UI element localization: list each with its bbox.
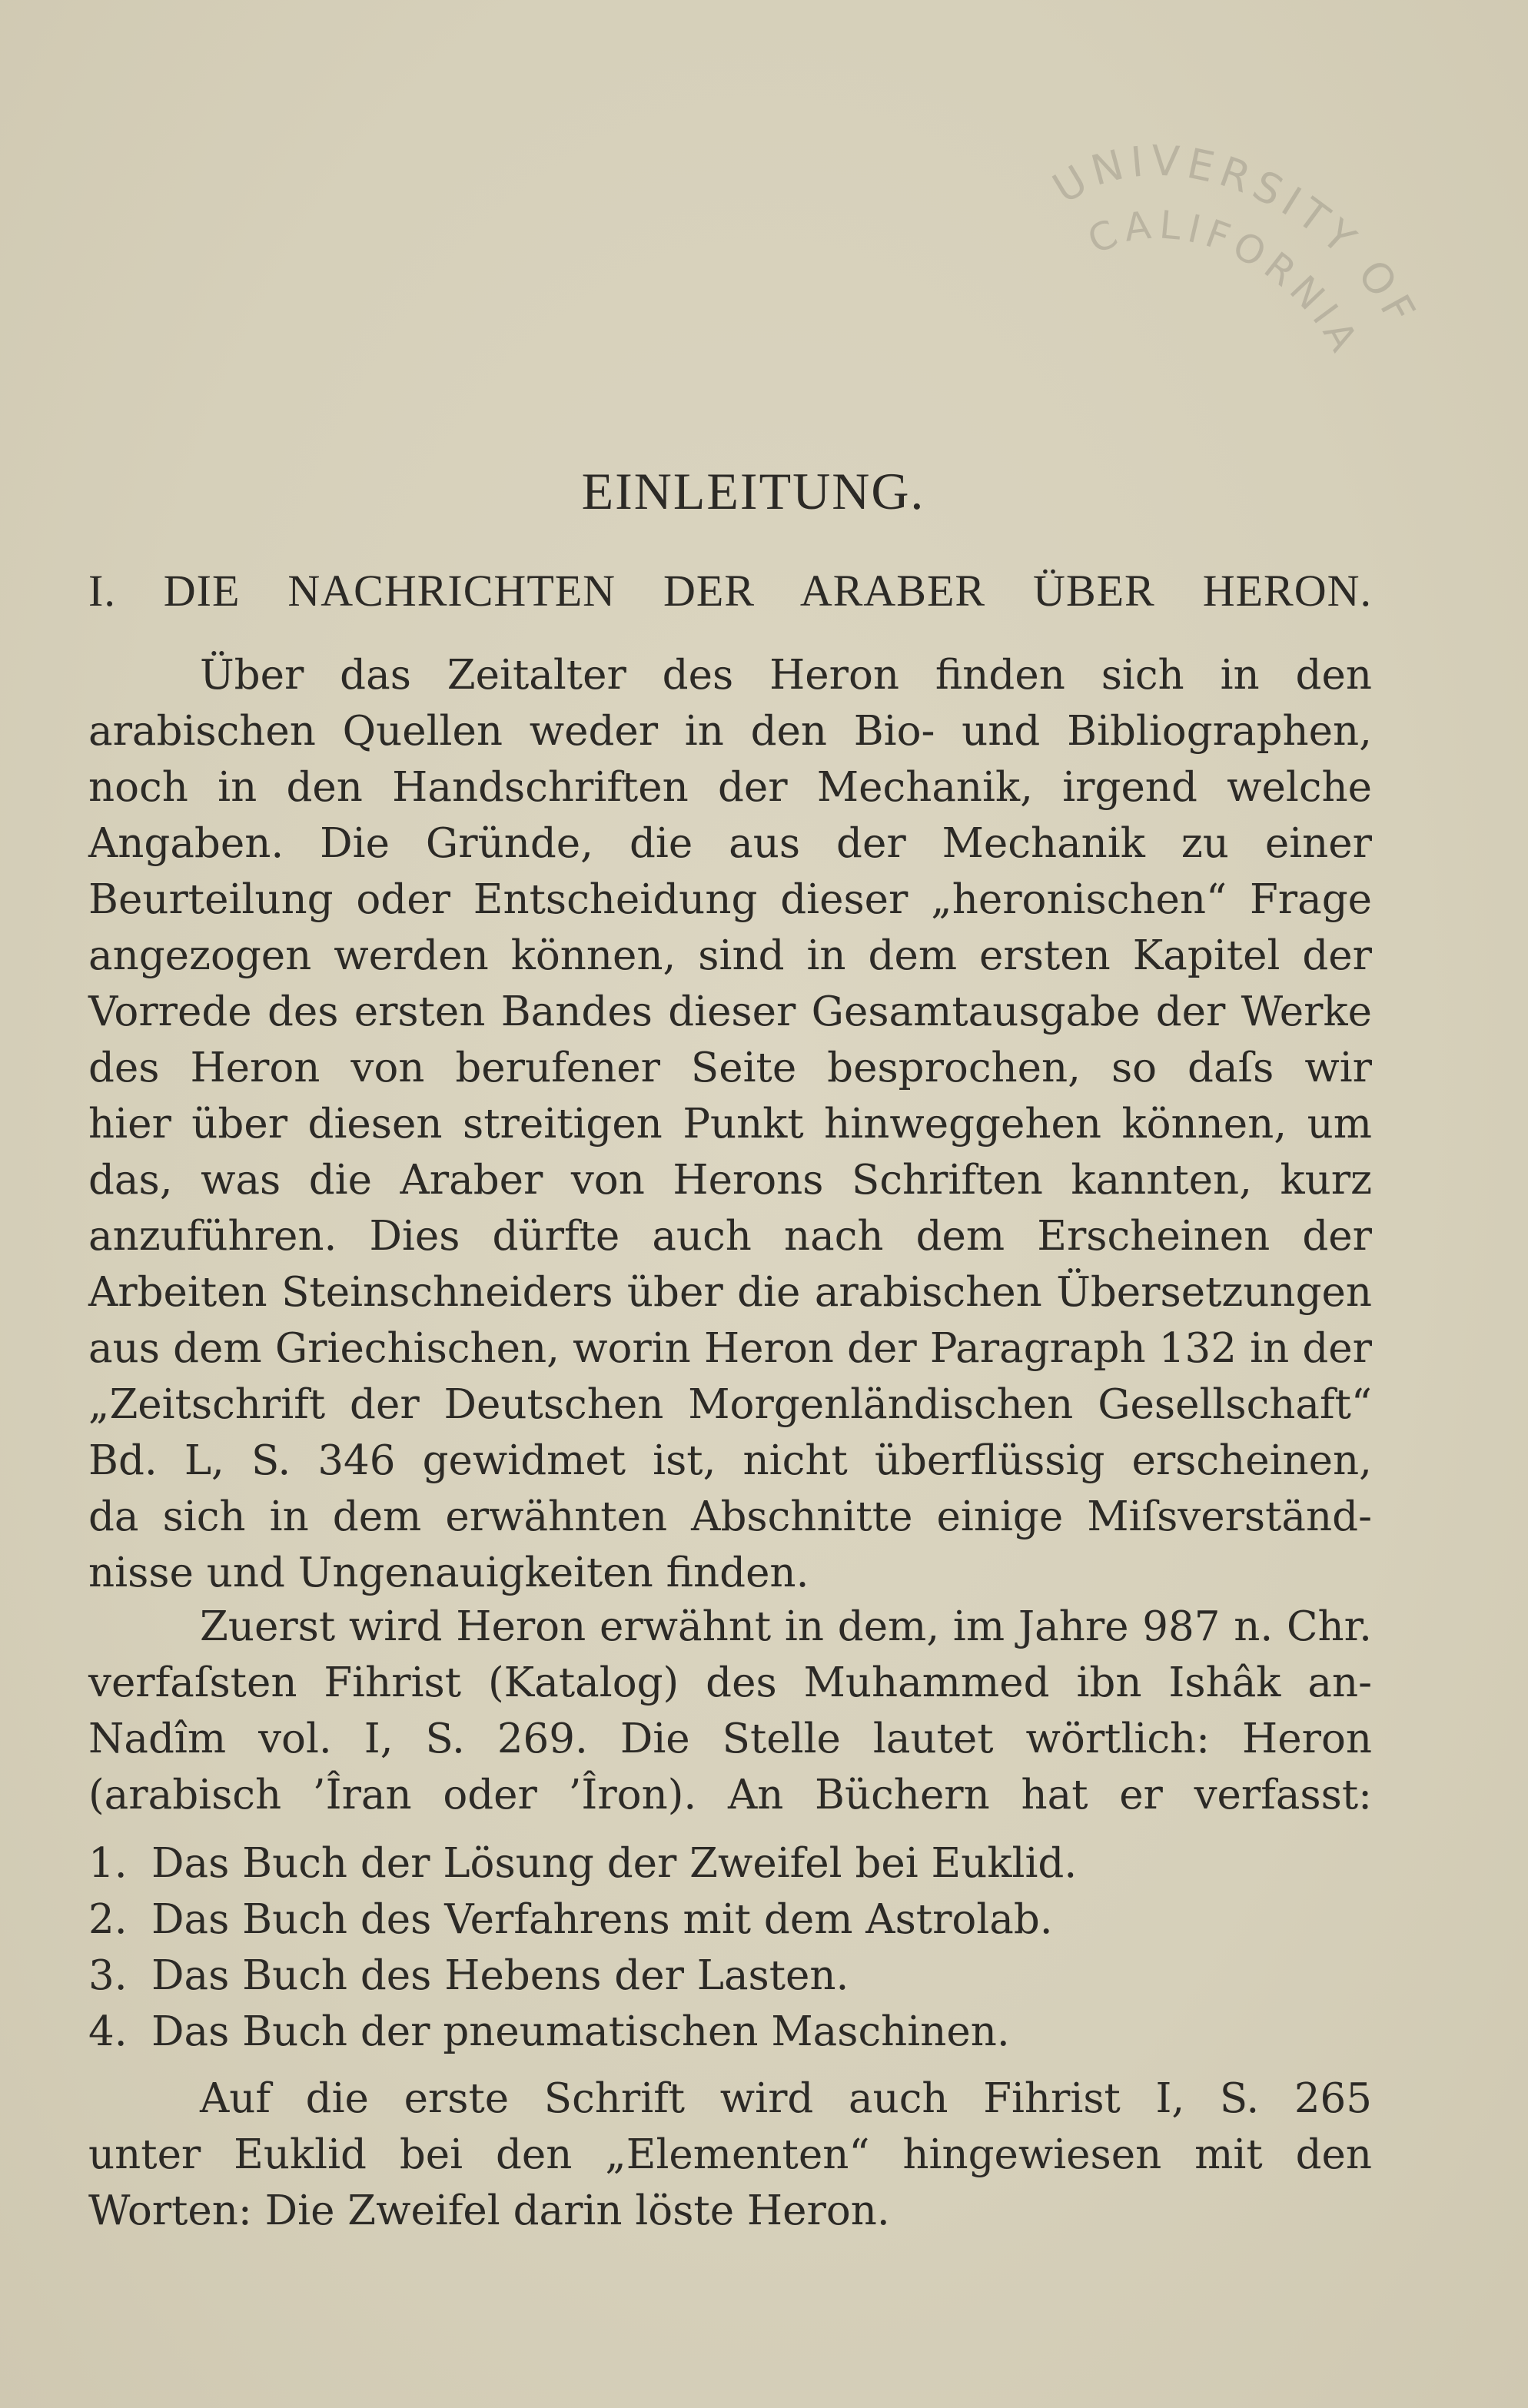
library-stamp-graphic: [908, 12, 1528, 649]
list-item-number: 4.: [88, 2008, 128, 2055]
text-line: hier über diesen streitigen Punkt hinweggehen können, um: [88, 1101, 1372, 1148]
text-line: Arbeiten Steinschneiders über die arabischen Übersetzungen: [88, 1269, 1372, 1316]
text-line: Worten: Die Zweifel darin löste Heron.: [88, 2187, 890, 2234]
list-item: [88, 2004, 1372, 2060]
text-line: aus dem Griechischen, worin Heron der Paragraph 132 in der: [88, 1325, 1372, 1372]
list-item: [88, 1948, 1372, 2004]
text-line: Bd. L, S. 346 gewidmet ist, nicht überflüssig erscheinen,: [88, 1437, 1372, 1484]
list-item-text: Das Buch der pneumatischen Maschinen.: [151, 2008, 1010, 2055]
text-line: unter Euklid bei den „Elementen“ hingewiesen mit den: [88, 2131, 1372, 2178]
paragraph-1: [88, 647, 1372, 1601]
library-stamp: [908, 12, 1528, 649]
text-line: arabischen Quellen weder in den Bio- und Bibliographen,: [88, 708, 1372, 755]
text-line: angezogen werden können, sind in dem ersten Kapitel der: [88, 932, 1372, 979]
list-item-number: 3.: [88, 1952, 128, 1999]
text-line: Vorrede des ersten Bandes dieser Gesamtausgabe der Werke: [88, 988, 1372, 1035]
stamp-text-outer: UNIVERSITY OF: [1045, 136, 1428, 337]
stamp-text-inner: CALIFORNIA: [1081, 202, 1370, 364]
text-line: da sich in dem erwähnten Abschnitte einige Miſsverständ-: [88, 1493, 1372, 1540]
book-list: [88, 1835, 1372, 2060]
paragraph-2: [88, 1599, 1372, 1823]
text-line: (arabisch ’Îran oder ’Îron). An Büchern hat er verfasst:: [88, 1772, 1372, 1818]
text-line: das, was die Araber von Herons Schriften kannten, kurz: [88, 1157, 1372, 1204]
chapter-title: EINLEITUNG.: [581, 462, 925, 520]
list-item-text: Das Buch der Lösung der Zweifel bei Euklid.: [151, 1840, 1078, 1887]
text-line: des Heron von berufener Seite besprochen, so daſs wir: [88, 1045, 1372, 1091]
list-item: [88, 1835, 1372, 1892]
text-line: Angaben. Die Gründe, die aus der Mechanik zu einer: [88, 820, 1372, 867]
list-item-number: 2.: [88, 1896, 128, 1943]
text-line: Auf die erste Schrift wird auch Fihrist I, S. 265: [200, 2075, 1372, 2122]
list-item: [88, 1892, 1372, 1948]
text-line: Beurteilung oder Entscheidung dieser „heronischen“ Frage: [88, 876, 1372, 923]
list-item-number: 1.: [88, 1840, 128, 1887]
list-item-text: Das Buch des Verfahrens mit dem Astrolab.: [151, 1896, 1053, 1943]
text-line: Zuerst wird Heron erwähnt in dem, im Jahre 987 n. Chr.: [200, 1603, 1372, 1650]
paragraph-3: [88, 2071, 1372, 2239]
list-item-text: Das Buch des Hebens der Lasten.: [151, 1952, 849, 1999]
text-line: Über das Zeitalter des Heron finden sich in den: [200, 652, 1372, 699]
text-line: Nadîm vol. I, S. 269. Die Stelle lautet wörtlich: Heron: [88, 1715, 1372, 1762]
text-line: nisse und Ungenauigkeiten finden.: [88, 1549, 809, 1596]
text-line: verfaſsten Fihrist (Katalog) des Muhammed ibn Ishâk an-: [88, 1659, 1372, 1706]
text-line: „Zeitschrift der Deutschen Morgenländischen Gesellschaft“: [88, 1381, 1372, 1428]
text-line: anzuführen. Dies dürfte auch nach dem Erscheinen der: [88, 1213, 1372, 1260]
section-heading: I. DIE NACHRICHTEN DER ARABER ÜBER HERON.: [88, 566, 1372, 616]
text-line: noch in den Handschriften der Mechanik, irgend welche: [88, 764, 1372, 811]
